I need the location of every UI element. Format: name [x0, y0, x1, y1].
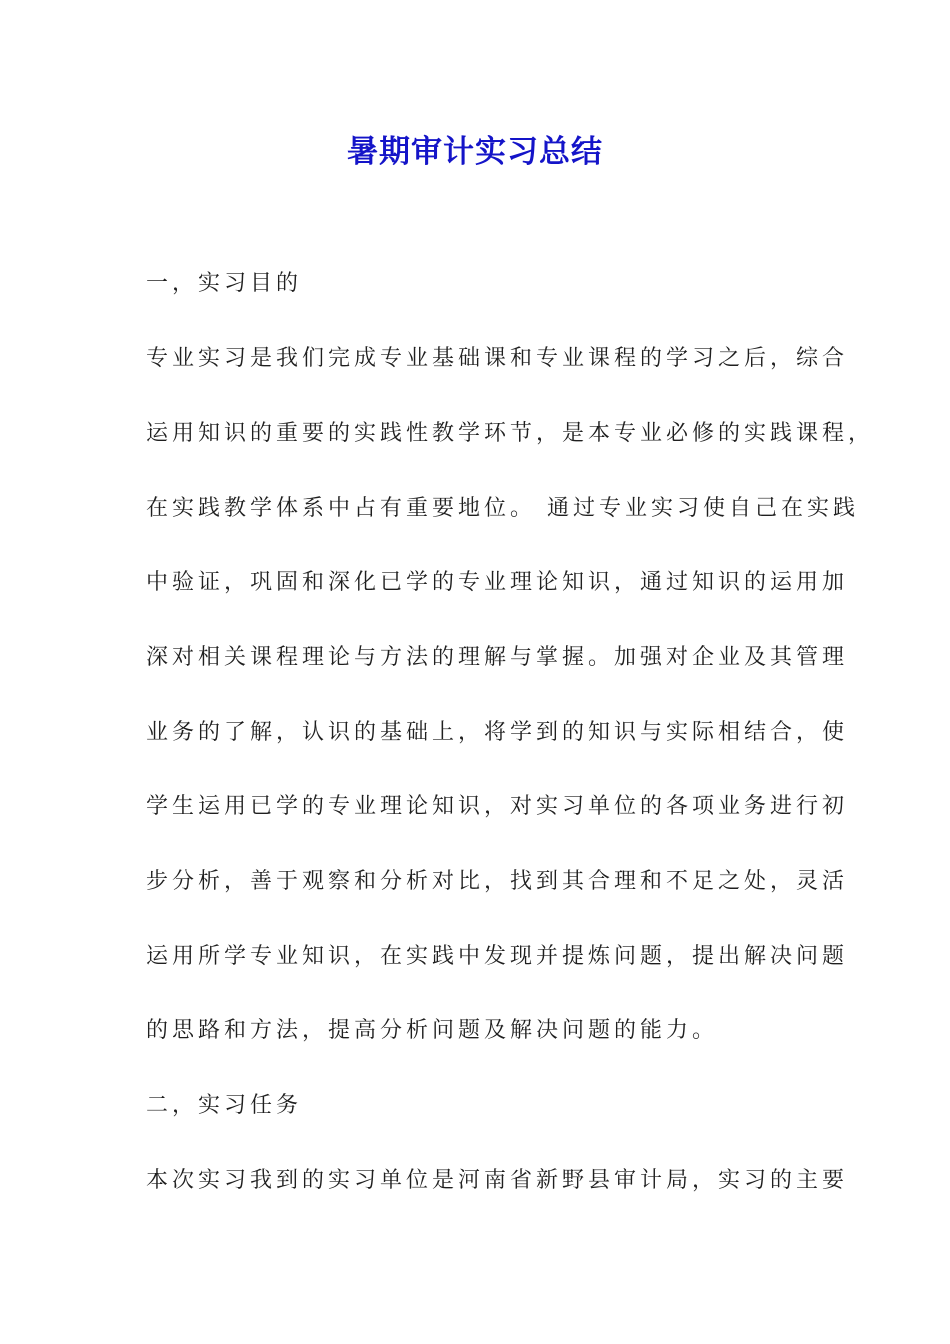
section-heading-task: 二，实习任务 [146, 1093, 303, 1118]
paragraph-line: 业务的了解，认识的基础上，将学到的知识与实际相结合，使 [146, 720, 849, 745]
paragraph-line: 本次实习我到的实习单位是河南省新野县审计局，实习的主要 [146, 1168, 849, 1193]
paragraph-line: 在实践教学体系中占有重要地位。 通过专业实习使自己在实践 [146, 496, 859, 521]
paragraph-line: 运用知识的重要的实践性教学环节，是本专业必修的实践课程， [146, 421, 875, 446]
paragraph-line: 的思路和方法，提高分析问题及解决问题的能力。 [146, 1018, 719, 1043]
paragraph-line: 学生运用已学的专业理论知识，对实习单位的各项业务进行初 [146, 794, 849, 819]
paragraph-line: 中验证，巩固和深化已学的专业理论知识，通过知识的运用加 [146, 570, 849, 595]
paragraph-line: 步分析，善于观察和分析对比，找到其合理和不足之处，灵活 [146, 869, 849, 894]
paragraph-line: 专业实习是我们完成专业基础课和专业课程的学习之后，综合 [146, 346, 849, 371]
paragraph-line: 深对相关课程理论与方法的理解与掌握。加强对企业及其管理 [146, 645, 849, 670]
section-heading-purpose: 一，实习目的 [146, 271, 303, 296]
document-title: 暑期审计实习总结 [347, 134, 603, 170]
paragraph-line: 运用所学专业知识，在实践中发现并提炼问题，提出解决问题 [146, 944, 849, 969]
